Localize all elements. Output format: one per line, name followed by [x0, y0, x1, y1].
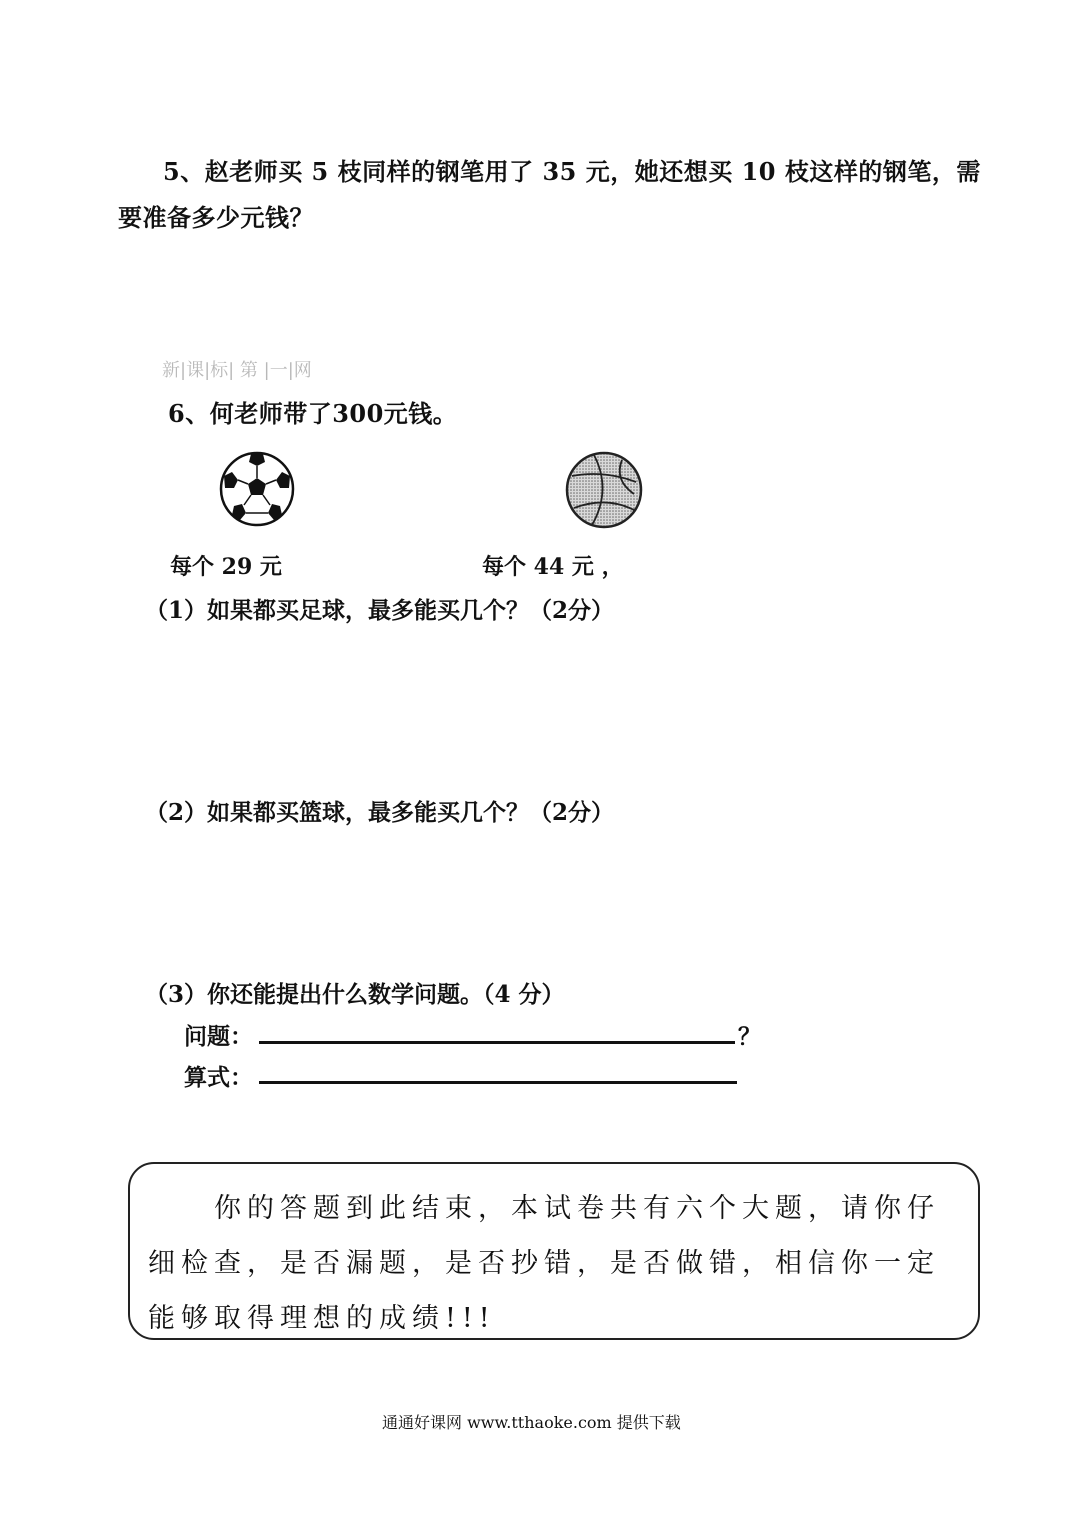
- formula-label: 算式：: [184, 1064, 253, 1091]
- notice-line1: 你的答题到此结束，本试卷共有六个大题，请你仔: [214, 1193, 940, 1224]
- q5-line1: 5、赵老师买 5 枝同样的钢笔用了 35 元，她还想买 10 枝这样的钢笔，需: [163, 157, 981, 186]
- closing-notice-box: [128, 1162, 980, 1340]
- notice-line2: 细检查，是否漏题，是否抄错，是否做错，相信你一定: [148, 1248, 940, 1279]
- q6-sub3: （3）你还能提出什么数学问题。（4 分）: [145, 981, 565, 1008]
- formula-answer-line[interactable]: [259, 1081, 737, 1084]
- question-label: 问题：: [184, 1023, 253, 1050]
- page-footer: 通通好课网 www.tthaoke.com 提供下载: [382, 1413, 681, 1432]
- football-icon: [218, 450, 296, 528]
- football-price: 每个 29 元: [170, 554, 282, 580]
- question-answer-line[interactable]: [259, 1041, 735, 1044]
- question-end-mark: ？: [738, 1023, 761, 1050]
- basketball-price: 每个 44 元 ，: [482, 554, 624, 580]
- q6-sub1: （1）如果都买足球，最多能买几个？（2分）: [145, 597, 615, 624]
- q6-title: 6、何老师带了300元钱。: [168, 399, 458, 428]
- notice-line3: 能够取得理想的成绩!!!: [148, 1303, 496, 1334]
- watermark-text: 新|课|标| 第 |一|网: [162, 360, 312, 381]
- q6-sub2: （2）如果都买篮球，最多能买几个？（2分）: [145, 799, 615, 826]
- basketball-icon: [564, 450, 644, 530]
- q5-line2: 要准备多少元钱？: [118, 203, 314, 232]
